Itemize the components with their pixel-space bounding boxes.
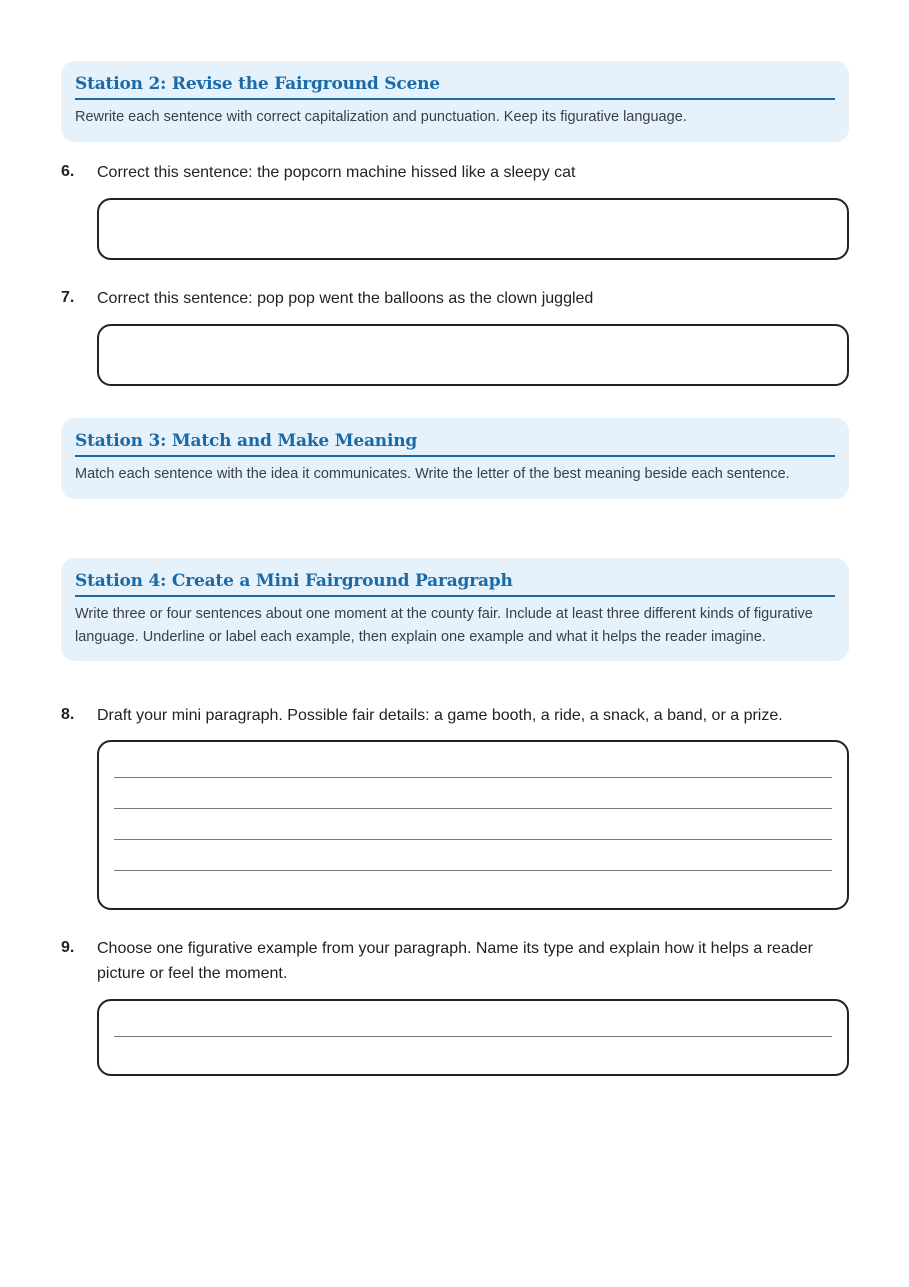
question-prompt: Choose one figurative example from your paragraph. Name its type and explain how it helps a reader picture or feel the moment. [97,940,813,982]
station-3-panel [61,418,849,499]
writing-line [114,870,832,871]
writing-line [114,1036,832,1037]
question-number: 9. [61,939,75,956]
writing-line [114,808,832,809]
station-3-title: Station 3: Match and Make Meaning [75,430,835,457]
writing-line [114,839,832,840]
answer-box-9[interactable] [97,999,849,1076]
station-4-panel [61,558,849,661]
question-number: 6. [61,163,75,180]
station-4-title: Station 4: Create a Mini Fairground Paragraph [75,570,835,597]
question-prompt: Correct this sentence: the popcorn machine hissed like a sleepy cat [97,164,576,181]
answer-box-6[interactable] [97,198,849,260]
station-2-title: Station 2: Revise the Fairground Scene [75,73,835,100]
question-prompt: Correct this sentence: pop pop went the balloons as the clown juggled [97,290,594,307]
question-number: 8. [61,706,75,723]
station-4-instructions: Write three or four sentences about one moment at the county fair. Include at least three different kinds of figurative language. Underline or label each example, then explain one example and what it helps the reader imagine. [75,606,813,645]
answer-box-7[interactable] [97,324,849,386]
writing-line [114,777,832,778]
station-2-instructions: Rewrite each sentence with correct capitalization and punctuation. Keep its figurative language. [75,109,687,125]
question-number: 7. [61,289,75,306]
answer-box-8[interactable] [97,740,849,910]
station-3-instructions: Match each sentence with the idea it communicates. Write the letter of the best meaning beside each sentence. [75,466,790,482]
question-prompt: Draft your mini paragraph. Possible fair details: a game booth, a ride, a snack, a band, or a prize. [97,707,783,724]
station-2-panel [61,61,849,142]
